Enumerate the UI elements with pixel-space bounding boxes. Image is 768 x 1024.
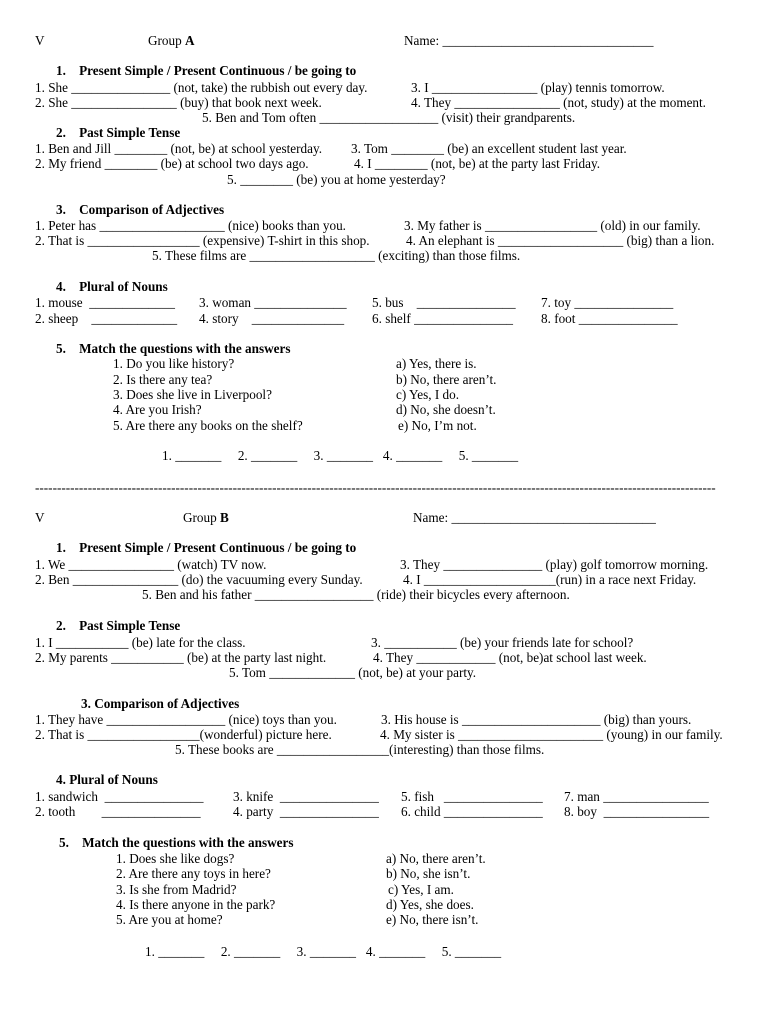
cut-line-divider: ----------------------------------------------------------------------------------------------------------------------------------------------------------- xyxy=(35,480,716,495)
exercise-line[interactable]: 2. Ben ________________ (do) the vacuuming every Sunday. xyxy=(35,572,363,587)
exercise-line[interactable]: 3. His house is _____________________ (big) than yours. xyxy=(381,712,692,727)
question-item: 2. Is there any tea? xyxy=(113,372,213,387)
exercise-line[interactable]: 5. Ben and Tom often __________________ (visit) their grandparents. xyxy=(202,110,576,125)
section-heading: 4. Plural of Nouns xyxy=(56,772,158,787)
plural-item[interactable]: 2. sheep _____________ xyxy=(35,311,178,326)
exercise-line[interactable]: 1. They have __________________ (nice) toys than you. xyxy=(35,712,337,727)
section-heading: 1. Present Simple / Present Continuous / be going to xyxy=(56,63,357,78)
question-item: 5. Are you at home? xyxy=(116,912,223,927)
plural-item[interactable]: 8. boy ________________ xyxy=(564,804,710,819)
question-item: 5. Are there any books on the shelf? xyxy=(113,418,303,433)
exercise-line[interactable]: 3. ___________ (be) your friends late for school? xyxy=(371,635,634,650)
plural-item[interactable]: 5. bus _______________ xyxy=(372,295,516,310)
answer-item: d) No, she doesn’t. xyxy=(396,402,496,417)
group-letter: A xyxy=(185,33,195,48)
group-letter: B xyxy=(220,510,229,525)
plural-item[interactable]: 4. party _______________ xyxy=(233,804,379,819)
section-heading: 4. Plural of Nouns xyxy=(56,279,168,294)
group-label: Group xyxy=(148,33,185,48)
exercise-line[interactable]: 4. My sister is ______________________ (young) in our family. xyxy=(380,727,723,742)
section-heading: 3. Comparison of Adjectives xyxy=(81,696,240,711)
plural-item[interactable]: 1. sandwich _______________ xyxy=(35,789,204,804)
answer-item: e) No, I’m not. xyxy=(398,418,477,433)
section-heading: 2. Past Simple Tense xyxy=(56,618,181,633)
section-heading: 3. Comparison of Adjectives xyxy=(56,202,225,217)
exercise-line[interactable]: 2. She ________________ (buy) that book next week. xyxy=(35,95,322,110)
answer-item: c) Yes, I do. xyxy=(396,387,460,402)
exercise-line[interactable]: 3. My father is _________________ (old) in our family. xyxy=(404,218,701,233)
answer-item: b) No, she isn’t. xyxy=(386,866,471,881)
answer-item: a) Yes, there is. xyxy=(396,356,477,371)
name-field[interactable]: Name: _______________________________ xyxy=(413,510,656,525)
question-item: 3. Does she live in Liverpool? xyxy=(113,387,272,402)
question-item: 1. Do you like history? xyxy=(113,356,235,371)
exercise-line[interactable]: 1. Peter has ___________________ (nice) books than you. xyxy=(35,218,346,233)
section-heading: 5. Match the questions with the answers xyxy=(59,835,294,850)
question-item: 4. Are you Irish? xyxy=(113,402,202,417)
exercise-line[interactable]: 5. Ben and his father __________________ (ride) their bicycles every afternoon. xyxy=(142,587,570,602)
exercise-line[interactable]: 4. I ____________________(run) in a race next Friday. xyxy=(403,572,697,587)
exercise-line[interactable]: 3. Tom ________ (be) an excellent student last year. xyxy=(351,141,627,156)
plural-item[interactable]: 8. foot _______________ xyxy=(541,311,678,326)
plural-item[interactable]: 6. child _______________ xyxy=(401,804,543,819)
answer-item: a) No, there aren’t. xyxy=(386,851,486,866)
exercise-line[interactable]: 1. We ________________ (watch) TV now. xyxy=(35,557,267,572)
plural-item[interactable]: 3. knife _______________ xyxy=(233,789,379,804)
plural-item[interactable]: 1. mouse _____________ xyxy=(35,295,175,310)
plural-item[interactable]: 7. toy _______________ xyxy=(541,295,674,310)
question-item: 1. Does she like dogs? xyxy=(116,851,235,866)
exercise-line[interactable]: 5. These books are _________________(interesting) than those films. xyxy=(175,742,545,757)
plural-item[interactable]: 2. tooth _______________ xyxy=(35,804,201,819)
plural-item[interactable]: 5. fish _______________ xyxy=(401,789,543,804)
section-heading: 5. Match the questions with the answers xyxy=(56,341,291,356)
exercise-line[interactable]: 1. Ben and Jill ________ (not, be) at school yesterday. xyxy=(35,141,323,156)
exercise-line[interactable]: 2. My parents ___________ (be) at the party last night. xyxy=(35,650,327,665)
plural-item[interactable]: 4. story ______________ xyxy=(199,311,345,326)
plural-item[interactable]: 6. shelf _______________ xyxy=(372,311,514,326)
match-answer-blanks[interactable]: 1. _______ 2. _______ 3. _______ 4. _______ 5. _______ xyxy=(145,944,502,959)
group-title xyxy=(148,33,195,48)
question-item: 2. Are there any toys in here? xyxy=(116,866,271,881)
exercise-line[interactable]: 2. My friend ________ (be) at school two days ago. xyxy=(35,156,309,171)
exercise-line[interactable]: 1. I ___________ (be) late for the class. xyxy=(35,635,246,650)
exercise-line[interactable]: 5. These films are ___________________ (exciting) than those films. xyxy=(152,248,521,263)
name-field[interactable]: Name: ________________________________ xyxy=(404,33,654,48)
match-answer-blanks[interactable]: 1. _______ 2. _______ 3. _______ 4. _______ 5. _______ xyxy=(162,448,519,463)
answer-item: d) Yes, she does. xyxy=(386,897,474,912)
section-heading: 1. Present Simple / Present Continuous / be going to xyxy=(56,540,357,555)
answer-item: e) No, there isn’t. xyxy=(386,912,479,927)
group-label: Group xyxy=(183,510,220,525)
section-heading: 2. Past Simple Tense xyxy=(56,125,181,140)
exercise-line[interactable]: 4. An elephant is ___________________ (big) than a lion. xyxy=(406,233,715,248)
exercise-line[interactable]: 4. They ________________ (not, study) at the moment. xyxy=(411,95,706,110)
exercise-line[interactable]: 5. Tom _____________ (not, be) at your party. xyxy=(229,665,477,680)
exercise-line[interactable]: 1. She _______________ (not, take) the rubbish out every day. xyxy=(35,80,368,95)
variant-label: V xyxy=(35,33,45,48)
group-title xyxy=(183,510,229,525)
plural-item[interactable]: 7. man ________________ xyxy=(564,789,709,804)
answer-item: b) No, there aren’t. xyxy=(396,372,497,387)
exercise-line[interactable]: 3. They _______________ (play) golf tomorrow morning. xyxy=(400,557,709,572)
exercise-line[interactable]: 2. That is _________________ (expensive) T-shirt in this shop. xyxy=(35,233,370,248)
plural-item[interactable]: 3. woman ______________ xyxy=(199,295,347,310)
exercise-line[interactable]: 4. I ________ (not, be) at the party last Friday. xyxy=(354,156,600,171)
exercise-line[interactable]: 5. ________ (be) you at home yesterday? xyxy=(227,172,446,187)
question-item: 4. Is there anyone in the park? xyxy=(116,897,276,912)
question-item: 3. Is she from Madrid? xyxy=(116,882,237,897)
answer-item: c) Yes, I am. xyxy=(388,882,454,897)
exercise-line[interactable]: 3. I ________________ (play) tennis tomorrow. xyxy=(411,80,665,95)
exercise-line[interactable]: 4. They ____________ (not, be)at school last week. xyxy=(373,650,647,665)
variant-label: V xyxy=(35,510,45,525)
exercise-line[interactable]: 2. That is _________________(wonderful) picture here. xyxy=(35,727,332,742)
